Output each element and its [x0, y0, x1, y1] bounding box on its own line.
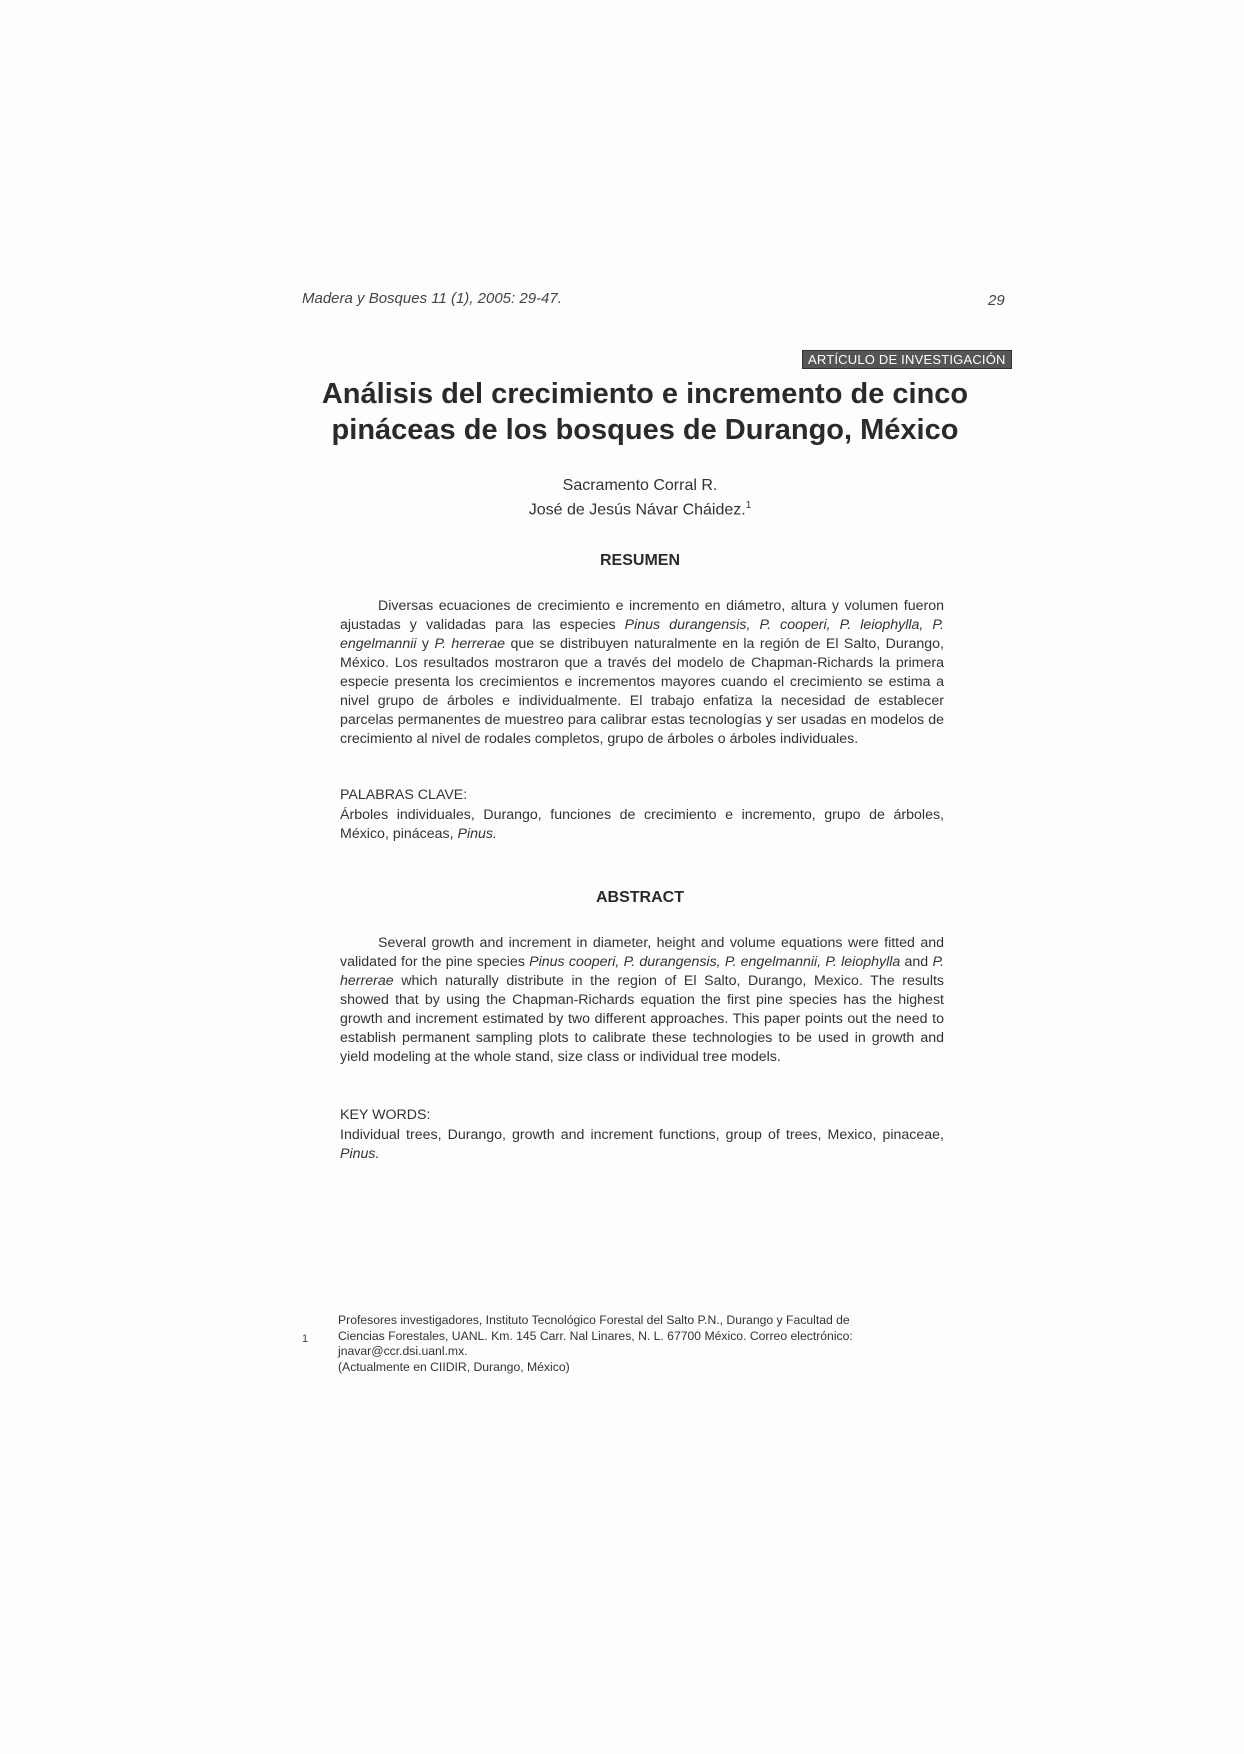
- journal-citation: Madera y Bosques 11 (1), 2005: 29-47.: [302, 290, 562, 307]
- palabras-clave-text: Árboles individuales, Durango, funciones de crecimiento e incremento, grupo de árboles, México, pináceas, Pinus.: [340, 807, 944, 842]
- article-title: [250, 376, 1040, 448]
- page-number: 29: [988, 292, 1005, 309]
- footnote-marker: 1: [302, 1333, 309, 1345]
- footnote-line: Profesores investigadores, Instituto Tecnológico Forestal del Salto P.N., Durango y Facultad de: [338, 1313, 850, 1327]
- footnote: [338, 1313, 912, 1375]
- abstract-paragraph: Several growth and increment in diameter, height and volume equations were fitted and validated for the pine species Pinus cooperi, P. durangensis, P. engelmannii, P. leiophylla and P. herrerae which naturally distribute in the region of El Salto, Durango, Mexico. The results showed that by using the Chapman-Richards equation the first pine species has the highest growth and increment estimated by two different approaches. This paper points out the need to establish permanent sampling plots to calibrate these technologies to be used in growth and yield modeling at the whole stand, size class or individual tree models.: [340, 935, 945, 1065]
- article-type-badge: ARTÍCULO DE INVESTIGACIÓN: [802, 350, 1012, 369]
- resumen-paragraph: Diversas ecuaciones de crecimiento e incremento en diámetro, altura y volumen fueron ajustadas y validadas para las especies Pinus durangensis, P. cooperi, P. leiophylla, P. engelmannii y P. herrerae que se distribuyen naturalmente en la región de El Salto, Durango, México. Los resultados mostraron que a través del modelo de Chapman-Richards la primera especie presenta los crecimientos e incrementos mayores cuando el crecimiento se estima a nivel grupo de árboles e individualmente. El trabajo enfatiza la necesidad de establecer parcelas permanentes de muestreo para calibrar estas tecnologías y ser usadas en modelos de crecimiento al nivel de rodales completos, grupo de árboles o árboles individuales.: [340, 598, 944, 747]
- footnote-line: jnavar@ccr.dsi.uanl.mx.: [338, 1344, 468, 1358]
- key-words-label: KEY WORDS:: [340, 1107, 431, 1123]
- resumen-heading: RESUMEN: [599, 552, 680, 569]
- title-line-1: Análisis del crecimiento e incremento de cinco: [321, 378, 969, 410]
- author-1: Sacramento Corral R.: [562, 477, 718, 494]
- footnote-reference: 1: [745, 500, 752, 511]
- title-line-2: pináceas de los bosques de Durango, México: [331, 414, 959, 446]
- key-words-text: Individual trees, Durango, growth and increment functions, group of trees, Mexico, pinaceae, Pinus.: [340, 1127, 944, 1162]
- author-2: José de Jesús Návar Cháidez.$^1$: [528, 500, 752, 519]
- abstract-heading: ABSTRACT: [596, 889, 684, 906]
- palabras-clave-label: PALABRAS CLAVE:: [340, 787, 468, 803]
- authors: [390, 476, 890, 520]
- footnote-line: (Actualmente en CIIDIR, Durango, México): [338, 1359, 570, 1374]
- footnote-line: Ciencias Forestales, UANL. Km. 145 Carr. Nal Linares, N. L. 67700 México. Correo electrónico:: [338, 1328, 853, 1343]
